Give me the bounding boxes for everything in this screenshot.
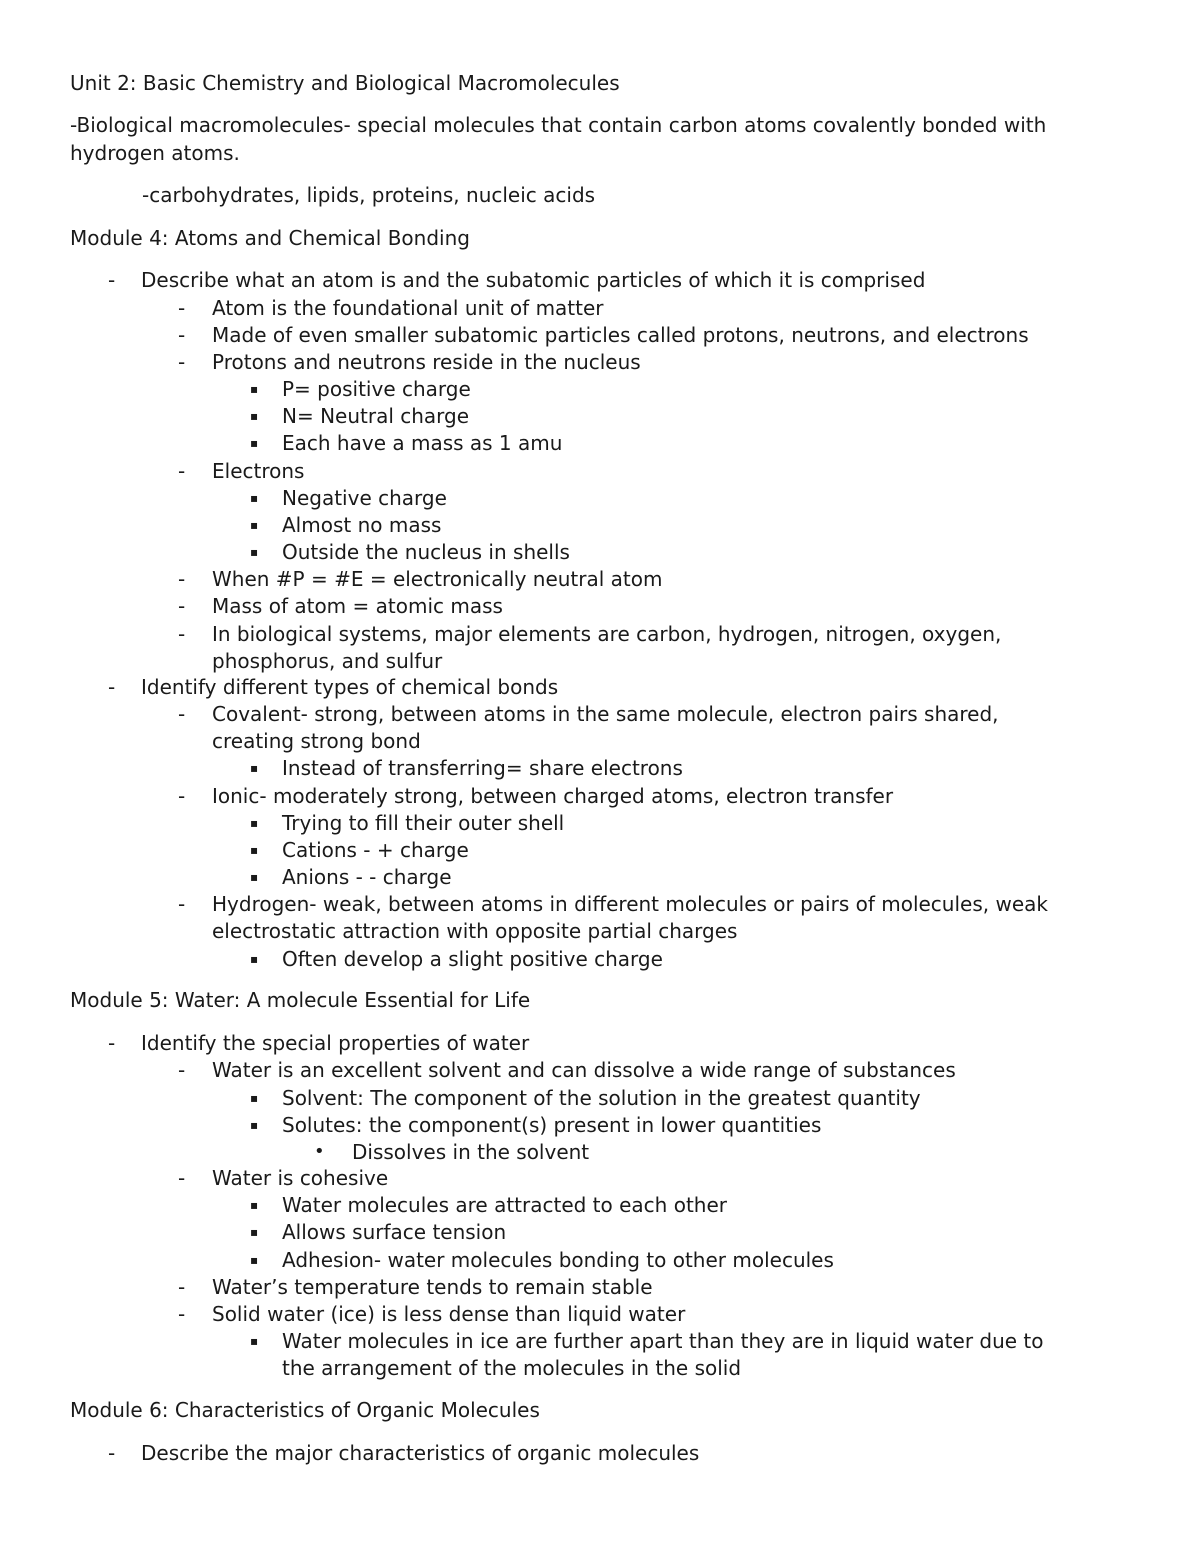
list-item xyxy=(0,511,1200,539)
list-item-continuation xyxy=(0,917,1200,945)
list-item-text: Solutes: the component(s) present in lower quantities xyxy=(282,1113,822,1137)
dash-bullet: - xyxy=(178,296,186,320)
square-bullet: ▪ xyxy=(250,1118,259,1132)
intro-line xyxy=(0,111,1200,139)
list-item xyxy=(0,1327,1200,1355)
list-item-continuation xyxy=(0,1354,1200,1382)
module-5-heading: Module 5: Water: A molecule Essential for Life xyxy=(70,988,531,1012)
square-bullet: ▪ xyxy=(250,952,259,966)
list-item xyxy=(0,1218,1200,1246)
list-item-text: Adhesion- water molecules bonding to other molecules xyxy=(282,1248,834,1272)
list-item xyxy=(0,836,1200,864)
dash-bullet: - xyxy=(108,1031,116,1055)
dash-bullet: - xyxy=(178,1302,186,1326)
list-item xyxy=(0,620,1200,648)
square-bullet: ▪ xyxy=(250,1091,259,1105)
list-item-text: Made of even smaller subatomic particles called protons, neutrons, and electrons xyxy=(212,323,1029,347)
list-item xyxy=(0,429,1200,457)
list-item xyxy=(0,321,1200,349)
intro-line xyxy=(0,181,1200,209)
intro-definition: -Biological macromolecules- special molecules that contain carbon atoms covalently bonded with xyxy=(70,113,1047,137)
square-bullet: ▪ xyxy=(250,1198,259,1212)
list-item xyxy=(0,266,1200,294)
list-item xyxy=(0,809,1200,837)
list-item xyxy=(0,294,1200,322)
objective-text: Describe what an atom is and the subatomic particles of which it is comprised xyxy=(141,268,926,292)
list-item-text: Cations - + charge xyxy=(282,838,469,862)
list-item xyxy=(0,538,1200,566)
intro-definition-continued: hydrogen atoms. xyxy=(70,141,240,165)
list-item-text: Often develop a slight positive charge xyxy=(282,947,663,971)
dash-bullet: - xyxy=(178,1058,186,1082)
document-title-line xyxy=(0,69,1200,97)
list-item-continuation xyxy=(0,647,1200,675)
list-item-text: Electrons xyxy=(212,459,305,483)
dash-bullet: - xyxy=(178,459,186,483)
dash-bullet: - xyxy=(178,594,186,618)
square-bullet: ▪ xyxy=(250,436,259,450)
list-item-text: phosphorus, and sulfur xyxy=(212,649,443,673)
list-item xyxy=(0,863,1200,891)
objective-text: Describe the major characteristics of organic molecules xyxy=(141,1441,700,1465)
list-item-text: P= positive charge xyxy=(282,377,471,401)
list-item-text: Almost no mass xyxy=(282,513,442,537)
list-item xyxy=(0,1138,1200,1166)
list-item-text: Water molecules in ice are further apart than they are in liquid water due to xyxy=(282,1329,1044,1353)
module-4-heading: Module 4: Atoms and Chemical Bonding xyxy=(70,226,470,250)
list-item xyxy=(0,890,1200,918)
module-5-heading-line xyxy=(0,986,1200,1014)
list-item xyxy=(0,1029,1200,1057)
list-item-text: Covalent- strong, between atoms in the same molecule, electron pairs shared, xyxy=(212,702,999,726)
list-item-text: Dissolves in the solvent xyxy=(352,1140,590,1164)
list-item xyxy=(0,348,1200,376)
list-item-text: Outside the nucleus in shells xyxy=(282,540,570,564)
list-item-text: Each have a mass as 1 amu xyxy=(282,431,563,455)
round-bullet: • xyxy=(314,1141,325,1162)
list-item xyxy=(0,700,1200,728)
list-item xyxy=(0,457,1200,485)
list-item xyxy=(0,1164,1200,1192)
list-item xyxy=(0,945,1200,973)
list-item-text: N= Neutral charge xyxy=(282,404,470,428)
dash-bullet: - xyxy=(108,268,116,292)
module-4-heading-line xyxy=(0,224,1200,252)
list-item-text: Water’s temperature tends to remain stable xyxy=(212,1275,653,1299)
list-item xyxy=(0,1111,1200,1139)
list-item-continuation xyxy=(0,727,1200,755)
module-6-heading: Module 6: Characteristics of Organic Molecules xyxy=(70,1398,540,1422)
dash-bullet: - xyxy=(178,622,186,646)
dash-bullet: - xyxy=(108,1441,116,1465)
list-item xyxy=(0,754,1200,782)
list-item-text: Instead of transferring= share electrons xyxy=(282,756,683,780)
list-item xyxy=(0,1084,1200,1112)
list-item xyxy=(0,565,1200,593)
dash-bullet: - xyxy=(178,1166,186,1190)
square-bullet: ▪ xyxy=(250,491,259,505)
list-item xyxy=(0,402,1200,430)
list-item-text: Negative charge xyxy=(282,486,447,510)
square-bullet: ▪ xyxy=(250,761,259,775)
dash-bullet: - xyxy=(178,702,186,726)
list-item xyxy=(0,1273,1200,1301)
list-item xyxy=(0,375,1200,403)
square-bullet: ▪ xyxy=(250,816,259,830)
dash-bullet: - xyxy=(178,1275,186,1299)
list-item-text: electrostatic attraction with opposite partial charges xyxy=(212,919,738,943)
dash-bullet: - xyxy=(178,892,186,916)
dash-bullet: - xyxy=(178,350,186,374)
square-bullet: ▪ xyxy=(250,1225,259,1239)
list-item xyxy=(0,592,1200,620)
list-item-text: Solvent: The component of the solution in the greatest quantity xyxy=(282,1086,921,1110)
square-bullet: ▪ xyxy=(250,843,259,857)
list-item xyxy=(0,1191,1200,1219)
list-item xyxy=(0,782,1200,810)
intro-examples: -carbohydrates, lipids, proteins, nucleic acids xyxy=(142,183,596,207)
dash-bullet: - xyxy=(108,675,116,699)
list-item-text: Allows surface tension xyxy=(282,1220,507,1244)
list-item xyxy=(0,1056,1200,1084)
dash-bullet: - xyxy=(178,567,186,591)
module-6-heading-line xyxy=(0,1396,1200,1424)
list-item xyxy=(0,1300,1200,1328)
intro-line xyxy=(0,139,1200,167)
list-item-text: creating strong bond xyxy=(212,729,421,753)
list-item-text: Trying to fill their outer shell xyxy=(282,811,565,835)
dash-bullet: - xyxy=(178,784,186,808)
list-item-text: Atom is the foundational unit of matter xyxy=(212,296,604,320)
list-item-text: Water is cohesive xyxy=(212,1166,389,1190)
list-item xyxy=(0,1246,1200,1274)
square-bullet: ▪ xyxy=(250,545,259,559)
list-item xyxy=(0,484,1200,512)
dash-bullet: - xyxy=(178,323,186,347)
list-item-text: Solid water (ice) is less dense than liquid water xyxy=(212,1302,686,1326)
list-item-text: Protons and neutrons reside in the nucleus xyxy=(212,350,641,374)
list-item-text: Water molecules are attracted to each other xyxy=(282,1193,727,1217)
square-bullet: ▪ xyxy=(250,409,259,423)
square-bullet: ▪ xyxy=(250,1334,259,1348)
square-bullet: ▪ xyxy=(250,518,259,532)
list-item-text: Water is an excellent solvent and can dissolve a wide range of substances xyxy=(212,1058,956,1082)
list-item-text: Anions - - charge xyxy=(282,865,452,889)
list-item-text: When #P = #E = electronically neutral atom xyxy=(212,567,663,591)
list-item-text: Hydrogen- weak, between atoms in different molecules or pairs of molecules, weak xyxy=(212,892,1048,916)
list-item-text: In biological systems, major elements are carbon, hydrogen, nitrogen, oxygen, xyxy=(212,622,1002,646)
square-bullet: ▪ xyxy=(250,382,259,396)
square-bullet: ▪ xyxy=(250,1253,259,1267)
list-item xyxy=(0,1439,1200,1467)
square-bullet: ▪ xyxy=(250,870,259,884)
objective-text: Identify different types of chemical bonds xyxy=(141,675,559,699)
list-item-text: Ionic- moderately strong, between charged atoms, electron transfer xyxy=(212,784,894,808)
objective-text: Identify the special properties of water xyxy=(141,1031,530,1055)
document-title: Unit 2: Basic Chemistry and Biological Macromolecules xyxy=(70,71,620,95)
list-item-text: the arrangement of the molecules in the solid xyxy=(282,1356,742,1380)
list-item-text: Mass of atom = atomic mass xyxy=(212,594,503,618)
list-item xyxy=(0,673,1200,701)
